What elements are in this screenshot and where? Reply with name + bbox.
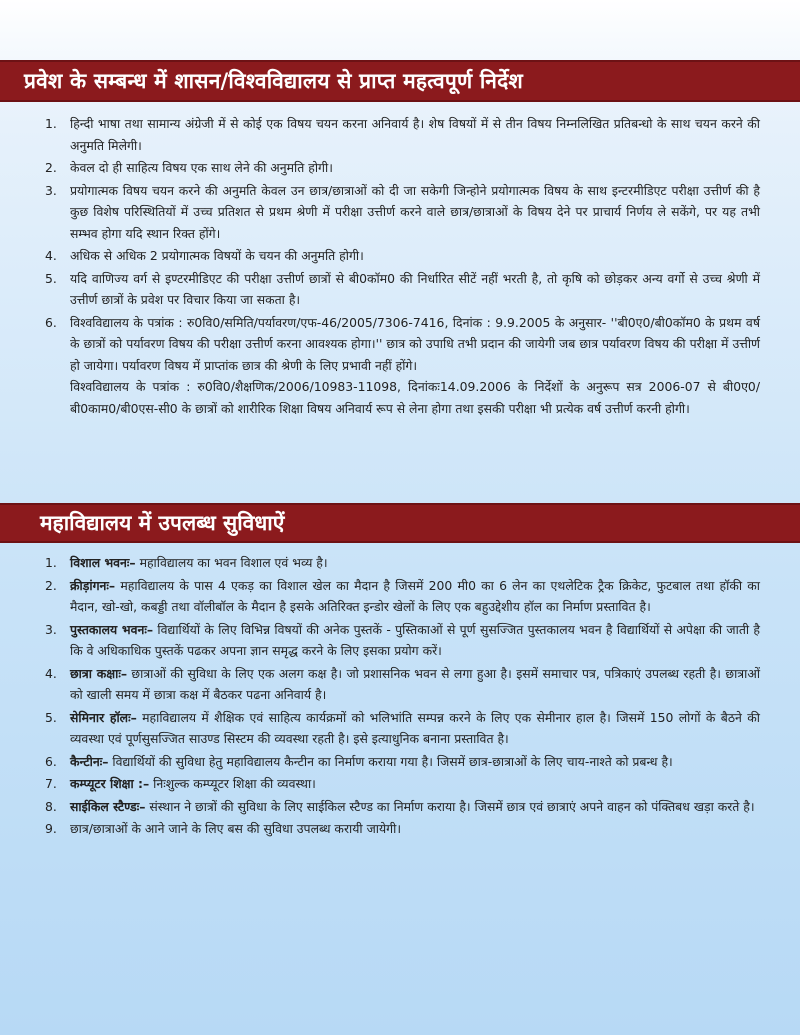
list-item: [0, 157, 800, 179]
item-number: 9.: [45, 821, 57, 836]
item-text-continued: विश्वविद्यालय के पत्रांक : रु0वि0/शैक्षणिक/2006/10983-11098, दिनांकः14.09.2006 के निर्देशों के अनुरूप सत्र 2006-07 से बी0ए0/बी0काम0/बी0एस-सी0 के छात्रों को शारीरिक शिक्षा विषय अनिवार्य रूप से लेना होगा तथा इसकी परीक्षा भी प्रत्येक वर्ष उत्तीर्ण करनी होगी।: [70, 379, 760, 416]
list-item: [0, 312, 800, 420]
item-number: 2.: [45, 160, 57, 175]
item-number: 1.: [45, 116, 57, 131]
item-heading: सेमिनार हॉलः–: [70, 709, 137, 725]
item-text: छात्राओं की सुविधा के लिए एक अलग कक्ष है। जो प्रशासनिक भवन से लगा हुआ है। इसमें समाचार पत्र, पत्रिकाएं उपलब्ध रहती है। छात्राओं को खाली समय में छात्रा कक्ष में बैठकर पढना अनिवार्य है।: [70, 665, 760, 702]
list-item: [0, 707, 800, 750]
list-item: [0, 575, 800, 618]
item-text: हिन्दी भाषा तथा सामान्य अंग्रेजी में से कोई एक विषय चयन करना अनिवार्य है। शेष विषयों में से तीन विषय निम्नलिखित प्रतिबन्धो के साथ चयन करने की अनुमति मिलेगी।: [70, 116, 760, 153]
item-number: 2.: [45, 577, 57, 593]
item-number: 4.: [45, 665, 57, 681]
list-item: [0, 245, 800, 267]
item-text: अधिक से अधिक 2 प्रयोगात्मक विषयों के चयन की अनुमति होगी।: [70, 248, 364, 263]
item-number: 3.: [45, 182, 57, 198]
item-text: संस्थान ने छात्रों की सुविधा के लिए साईकिल स्टैण्ड का निर्माण कराया है। जिसमें छात्र एवं छात्राएं अपने वाहन को पंक्तिबध खड़ा करते है।: [145, 798, 755, 814]
item-text: निःशुल्क कम्प्यूटर शिक्षा की व्यवस्था।: [149, 776, 316, 791]
item-heading: कम्प्यूटर शिक्षा :–: [70, 776, 150, 791]
list-item: [0, 619, 800, 662]
item-text: विश्वविद्यालय के पत्रांक : रु0वि0/समिति/पर्यावरण/एफ-46/2005/7306-7416, दिनांक : 9.9.2005 के अनुसार- ''बी0ए0/बी0कॉम0 के प्रथम वर्ष के छात्रों को पर्यावरण विषय की परीक्षा उत्तीर्ण करना आवश्यक होगा।'' छात्र को उपाधि तभी प्रदान की जायेगी जब छात्र पर्यावरण विषय की परीक्षा में उत्तीर्ण हो जायेगा। पर्यावरण विषय में प्राप्तांक छात्र की श्रेणी के लिए प्रभावी नहीं होंगे।: [70, 314, 760, 373]
facilities-list: [0, 552, 800, 841]
list-item: [0, 663, 800, 706]
item-text: महाविद्यालय का भवन विशाल एवं भव्य है।: [135, 555, 328, 570]
list-item: [0, 773, 800, 795]
item-heading: क्रीड़ांगनः–: [70, 577, 116, 593]
item-number: 5.: [45, 709, 57, 725]
item-number: 6.: [45, 753, 57, 769]
item-heading: कैन्टीनः–: [70, 753, 109, 769]
item-text: महाविद्यालय में शैक्षिक एवं साहित्य कार्यक्रमों को भलिभांति सम्पन्न करने के लिए एक सेमीनार हाल है। जिसमें 150 लोगों के बैठने की व्यवस्था एवं पूर्णसुसज्जित साउण्ड सिस्टम की व्यवस्था रहती है। इसे इत्याधुनिक बनाना प्रस्तावित है।: [70, 709, 761, 746]
list-item: [0, 113, 800, 156]
item-number: 6.: [45, 314, 57, 330]
item-number: 3.: [45, 621, 57, 637]
item-text: विद्यार्थियों के लिए विभिन्न विषयों की अनेक पुस्तकें - पुस्तिकाओं से पूर्ण सुसज्जित पुस्तकालय भवन है विद्यार्थियों से अपेक्षा की जाती है कि वे अधिकाधिक पुस्तकें पढकर अपना ज्ञान समृद्ध करने के लिए इसका प्रयोग करें।: [70, 621, 760, 658]
list-item: [0, 751, 800, 773]
item-number: 4.: [45, 248, 57, 263]
instructions-list: [0, 113, 800, 420]
list-item: [0, 268, 800, 311]
list-item: [0, 796, 800, 818]
list-item: [0, 552, 800, 574]
item-heading: विशाल भवनः–: [70, 555, 136, 570]
item-number: 7.: [45, 776, 57, 791]
item-text: यदि वाणिज्य वर्ग से इण्टरमीडिएट की परीक्षा उत्तीर्ण छात्रों से बी0कॉम0 की निर्धारित सीटें नहीं भरती है, तो कृषि को छोड़कर अन्य वर्गो से उच्च श्रेणी में उत्तीर्ण छात्रों के प्रवेश पर विचार किया जा सकता है।: [70, 270, 760, 307]
item-heading: पुस्तकालय भवनः–: [70, 621, 154, 637]
item-text: छात्र/छात्राओं के आने जाने के लिए बस की सुविधा उपलब्ध करायी जायेगी।: [70, 821, 402, 836]
section-facilities-title: महाविद्यालय में उपलब्ध सुविधाऐं: [0, 503, 800, 543]
list-item: [0, 180, 800, 245]
list-item: [0, 818, 800, 840]
item-number: 1.: [45, 555, 57, 570]
item-number: 8.: [45, 798, 57, 814]
item-text: विद्यार्थियों की सुविधा हेतु महाविद्यालय कैन्टीन का निर्माण कराया गया है। जिसमें छात्र-छात्राओं के लिए चाय-नाश्ते को प्रबन्ध है।: [108, 753, 673, 769]
item-heading: छात्रा कक्षाः–: [70, 665, 128, 681]
item-number: 5.: [45, 270, 57, 286]
item-heading: साईकिल स्टैण्डः–: [70, 798, 146, 814]
item-text: प्रयोगात्मक विषय चयन करने की अनुमति केवल उन छात्र/छात्राओं को दी जा सकेगी जिन्होने प्रयोगात्मक विषय के साथ इन्टरमीडिएट परीक्षा उत्तीर्ण की है कुछ विशेष परिस्थितियों में उच्च प्रतिशत से प्रथम श्रेणी में परीक्षा उत्तीर्ण करने वाले छात्र/छात्राओं के विषय देने पर प्राचार्य निर्णय ले सकेंगे, पर यह तभी सम्भव होगा यदि स्थान रिक्त होंगे।: [70, 182, 760, 241]
section-instructions-title: प्रवेश के सम्बन्ध में शासन/विश्वविद्यालय से प्राप्त महत्वपूर्ण निर्देश: [0, 60, 800, 102]
item-text: महाविद्यालय के पास 4 एकड़ का विशाल खेल का मैदान है जिसमें 200 मी0 का 6 लेन का एथलेटिक ट्रैक क्रिकेट, फुटबाल तथा हॉकी का मैदान, खो-खो, कबड्डी तथा वॉलीबॉल के मैदान है इसके अतिरिक्त इन्डोर खेलों के लिए एक बहुउद्देशीय हॉल का निर्माण प्रस्तावित है।: [70, 577, 760, 614]
item-text: केवल दो ही साहित्य विषय एक साथ लेने की अनुमति होगी।: [70, 160, 333, 175]
